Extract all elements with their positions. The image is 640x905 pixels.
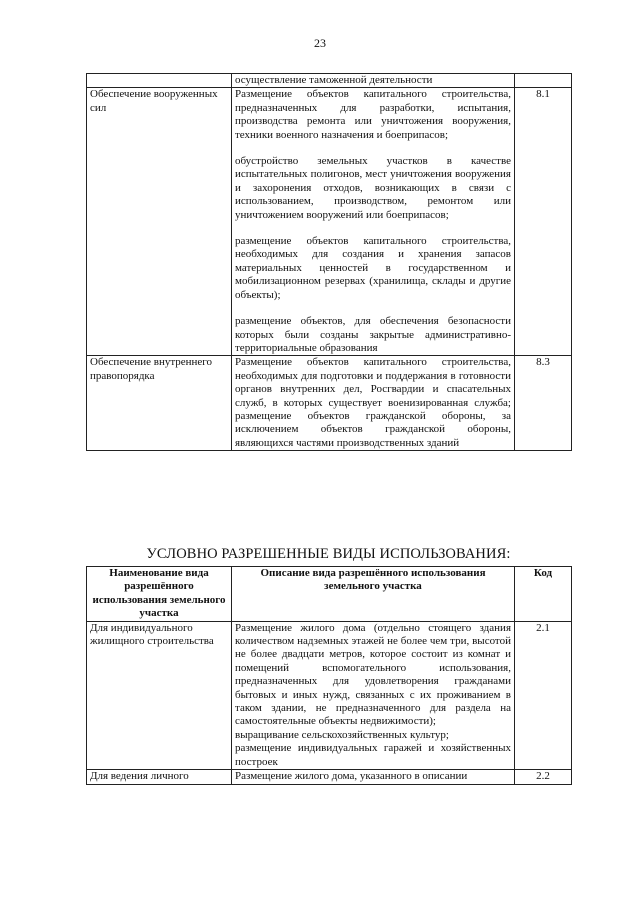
- page-number: 23: [314, 36, 326, 50]
- use-code: 2.1: [515, 621, 572, 769]
- land-use-table-main: [86, 73, 572, 451]
- use-code: 8.3: [515, 356, 572, 451]
- section-heading: УСЛОВНО РАЗРЕШЕННЫЕ ВИДЫ ИСПОЛЬЗОВАНИЯ:: [146, 546, 511, 562]
- header-description: Описание вида разрешённого использования земельного участка: [232, 567, 515, 622]
- use-code: 8.1: [515, 88, 572, 356]
- land-use-table-conditional: [86, 566, 572, 785]
- use-description: Размещение объектов капитального строительства, необходимых для подготовки и поддержания в готовности органов внутренних дел, Росгвардии и спасательных служб, в которых существует военизированная служба; размещение объектов гражданской обороны, за исключением объектов гражданской обороны, являющихся частями производственных зданий: [232, 356, 515, 451]
- use-name: Для ведения личного: [87, 770, 232, 784]
- use-description: Размещение жилого дома (отдельно стоящего здания количеством надземных этажей не более чем три, высотой не более двадцати метров, которое состоит из комнат и помещений вспомогательного использования, предназначенных для удовлетворения гражданами бытовых и иных нужд, связанных с их проживанием в таком здании, не предназначенного для раздела на самостоятельные объекты недвижимости); выращивание сельскохозяйственных культур; размещение индивидуальных гаражей и хозяйственных построек: [232, 621, 515, 769]
- use-name: Обеспечение вооруженных сил: [87, 88, 232, 356]
- table-row: [87, 356, 572, 451]
- use-name: Для индивидуального жилищного строительства: [87, 621, 232, 769]
- use-name: Обеспечение внутреннего правопорядка: [87, 356, 232, 451]
- use-code: [515, 74, 572, 88]
- use-description: Размещение объектов капитального строительства, предназначенных для разработки, испытания, производства ремонта или уничтожения вооружения, техники военного назначения и боеприпасов; обустройство земельных участков в качестве испытательных полигонов, мест уничтожения вооружения и захоронения отходов, возникающих в связи с использованием, производством, ремонтом или уничтожением вооружений или боеприпасов; размещение объектов капитального строительства, необходимых для создания и хранения запасов материальных ценностей в государственном и мобилизационном резервах (хранилища, склады и другие объекты); размещение объектов, для обеспечения безопасности которых были созданы закрытые административно-территориальные образования: [232, 88, 515, 356]
- table-row: [87, 770, 572, 784]
- table-header-row: [87, 567, 572, 622]
- table-row: [87, 88, 572, 356]
- use-code: 2.2: [515, 770, 572, 784]
- use-description: осуществление таможенной деятельности: [232, 74, 515, 88]
- table-row: [87, 621, 572, 769]
- header-name: Наименование вида разрешённого использования земельного участка: [87, 567, 232, 622]
- header-code: Код: [515, 567, 572, 622]
- table-row: [87, 74, 572, 88]
- use-description: Размещение жилого дома, указанного в описании: [232, 770, 515, 784]
- use-name: [87, 74, 232, 88]
